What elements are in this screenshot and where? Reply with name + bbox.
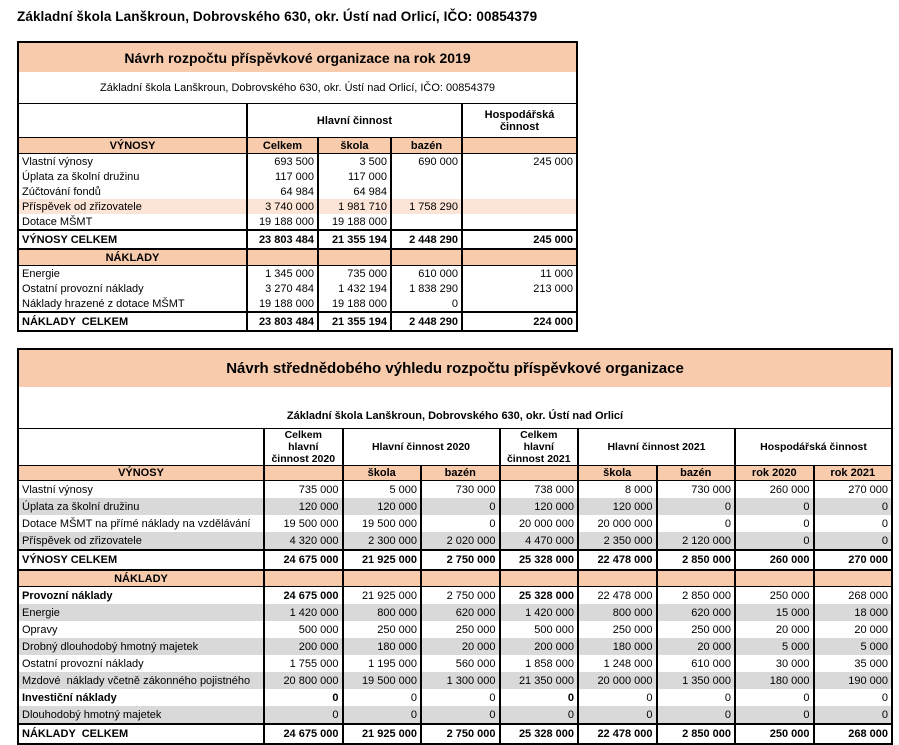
cell-value: 2 750 000	[421, 587, 500, 605]
cell-value: 1 350 000	[657, 672, 736, 689]
cell-value: 260 000	[735, 481, 814, 499]
cell-value: 0	[814, 515, 893, 532]
cell-value: 2 350 000	[578, 532, 657, 550]
cell-value: 620 000	[421, 604, 500, 621]
section-header-fill	[421, 570, 500, 587]
cell-value: 117 000	[247, 169, 318, 184]
column-header: bazén	[421, 466, 500, 481]
column-group-header: Hlavní činnost 2020	[343, 429, 500, 466]
cell-value: 64 984	[247, 184, 318, 199]
cell-value: 1 248 000	[578, 655, 657, 672]
column-header: Celkem	[247, 138, 318, 154]
table-row	[18, 481, 892, 499]
cell-value: 610 000	[657, 655, 736, 672]
total-value: 260 000	[735, 550, 814, 570]
cell-value: 200 000	[264, 638, 343, 655]
row-label: Ostatní provozní náklady	[18, 655, 264, 672]
cell-value: 3 270 484	[247, 281, 318, 296]
cell-value: 0	[735, 532, 814, 550]
cell-value: 500 000	[500, 621, 579, 638]
cell-value: 120 000	[343, 498, 422, 515]
table-row	[18, 296, 577, 312]
column-header	[500, 466, 579, 481]
cell-value: 1 420 000	[500, 604, 579, 621]
cell-value: 0	[735, 689, 814, 706]
table-subtitle: Základní škola Lanškroun, Dobrovského 630, okr. Ústí nad Orlicí	[18, 387, 892, 429]
cell-value: 0	[578, 689, 657, 706]
cell-value: 20 000 000	[500, 515, 579, 532]
section-header-label: NÁKLADY	[18, 249, 247, 266]
total-value: 2 448 290	[391, 230, 462, 249]
cell-value: 2 120 000	[657, 532, 736, 550]
cell-value: 15 000	[735, 604, 814, 621]
cell-value: 693 500	[247, 154, 318, 170]
cell-value: 180 000	[735, 672, 814, 689]
cell-value: 1 345 000	[247, 266, 318, 282]
cell-value	[462, 184, 577, 199]
medium-term-outlook-table	[17, 348, 893, 745]
cell-value: 0	[391, 296, 462, 312]
row-label: Ostatní provozní náklady	[18, 281, 247, 296]
cell-value: 0	[500, 689, 579, 706]
total-value: 250 000	[735, 724, 814, 744]
cell-value: 610 000	[391, 266, 462, 282]
table-row	[18, 587, 892, 605]
cell-value: 19 188 000	[247, 296, 318, 312]
section-header-label: VÝNOSY	[18, 466, 264, 481]
column-group-header-row	[18, 104, 577, 138]
total-label: NÁKLADY CELKEM	[18, 724, 264, 744]
cell-value: 500 000	[264, 621, 343, 638]
total-label: VÝNOSY CELKEM	[18, 230, 247, 249]
cell-value: 0	[735, 515, 814, 532]
table-subtitle-row	[18, 387, 892, 429]
cell-value: 1 432 194	[318, 281, 391, 296]
table-row	[18, 266, 577, 282]
cell-value: 0	[814, 498, 893, 515]
cell-value: 213 000	[462, 281, 577, 296]
table-row	[18, 672, 892, 689]
cell-value: 64 984	[318, 184, 391, 199]
section-header-fill	[391, 249, 462, 266]
cell-value: 735 000	[318, 266, 391, 282]
cell-value: 0	[735, 498, 814, 515]
total-value: 224 000	[462, 312, 577, 331]
cell-value: 250 000	[578, 621, 657, 638]
cell-value: 1 300 000	[421, 672, 500, 689]
total-value: 268 000	[814, 724, 893, 744]
column-header: škola	[318, 138, 391, 154]
cell-value: 25 328 000	[500, 587, 579, 605]
cell-value: 800 000	[578, 604, 657, 621]
medium-term-outlook-table-body	[18, 349, 892, 744]
row-label: Příspěvek od zřizovatele	[18, 199, 247, 214]
corner-cell	[18, 104, 247, 138]
row-label: Energie	[18, 604, 264, 621]
total-value: 21 355 194	[318, 230, 391, 249]
cell-value: 19 500 000	[343, 672, 422, 689]
total-value: 24 675 000	[264, 724, 343, 744]
section-header-fill	[462, 249, 577, 266]
cell-value: 19 500 000	[264, 515, 343, 532]
table-row	[18, 199, 577, 214]
cell-value	[462, 169, 577, 184]
cell-value: 800 000	[343, 604, 422, 621]
table-title-row	[18, 42, 577, 72]
table-row	[18, 214, 577, 230]
column-header: bazén	[657, 466, 736, 481]
section-header-label: NÁKLADY	[18, 570, 264, 587]
cell-value: 35 000	[814, 655, 893, 672]
cell-value: 0	[421, 515, 500, 532]
cell-value: 21 925 000	[343, 587, 422, 605]
total-value: 21 925 000	[343, 724, 422, 744]
table-title: Návrh střednědobého výhledu rozpočtu příspěvkové organizace	[18, 349, 892, 387]
cell-value: 1 195 000	[343, 655, 422, 672]
cell-value: 730 000	[657, 481, 736, 499]
section-header-label: VÝNOSY	[18, 138, 247, 154]
cell-value: 2 020 000	[421, 532, 500, 550]
column-header: škola	[578, 466, 657, 481]
page-title: Základní škola Lanškroun, Dobrovského 630, okr. Ústí nad Orlicí, IČO: 00854379	[17, 9, 538, 24]
cell-value: 0	[500, 706, 579, 724]
total-value: 2 850 000	[657, 724, 736, 744]
row-label: Vlastní výnosy	[18, 481, 264, 499]
cell-value: 250 000	[735, 587, 814, 605]
column-group-header: Hospodářská činnost	[462, 104, 577, 138]
cell-value: 0	[264, 706, 343, 724]
section-header-fill	[578, 570, 657, 587]
cell-value: 0	[343, 689, 422, 706]
table-row	[18, 498, 892, 515]
section-header-row	[18, 249, 577, 266]
row-label: Energie	[18, 266, 247, 282]
table-subtitle: Základní škola Lanškroun, Dobrovského 630, okr. Ústí nad Orlicí, IČO: 00854379	[18, 72, 577, 104]
table-row	[18, 655, 892, 672]
column-header: bazén	[391, 138, 462, 154]
cell-value: 250 000	[657, 621, 736, 638]
total-row	[18, 724, 892, 744]
table-row	[18, 689, 892, 706]
total-value: 2 850 000	[657, 550, 736, 570]
budget-2019-table	[17, 41, 578, 332]
cell-value: 0	[814, 532, 893, 550]
cell-value: 250 000	[343, 621, 422, 638]
cell-value: 4 470 000	[500, 532, 579, 550]
section-header-fill	[657, 570, 736, 587]
cell-value: 22 478 000	[578, 587, 657, 605]
table-row	[18, 638, 892, 655]
cell-value: 120 000	[264, 498, 343, 515]
cell-value	[391, 169, 462, 184]
cell-value: 8 000	[578, 481, 657, 499]
column-header-row	[18, 466, 892, 481]
row-label: Zúčtování fondů	[18, 184, 247, 199]
total-value: 24 675 000	[264, 550, 343, 570]
total-value: 22 478 000	[578, 550, 657, 570]
section-header-fill	[318, 249, 391, 266]
section-header-fill	[814, 570, 893, 587]
cell-value: 1 758 290	[391, 199, 462, 214]
corner-cell	[18, 429, 264, 466]
cell-value: 5 000	[735, 638, 814, 655]
cell-value: 0	[343, 706, 422, 724]
cell-value: 0	[421, 498, 500, 515]
cell-value: 690 000	[391, 154, 462, 170]
section-header-fill	[343, 570, 422, 587]
row-label: Úplata za školní družinu	[18, 498, 264, 515]
total-value: 22 478 000	[578, 724, 657, 744]
cell-value: 0	[657, 515, 736, 532]
cell-value	[462, 199, 577, 214]
row-label: Příspěvek od zřizovatele	[18, 532, 264, 550]
cell-value: 1 858 000	[500, 655, 579, 672]
cell-value: 0	[421, 689, 500, 706]
column-header: škola	[343, 466, 422, 481]
cell-value: 20 000	[421, 638, 500, 655]
cell-value: 268 000	[814, 587, 893, 605]
column-group-header: Hlavní činnost	[247, 104, 462, 138]
cell-value	[462, 214, 577, 230]
cell-value: 190 000	[814, 672, 893, 689]
row-label: Investiční náklady	[18, 689, 264, 706]
total-value: 270 000	[814, 550, 893, 570]
table-row	[18, 184, 577, 199]
cell-value: 19 188 000	[318, 296, 391, 312]
cell-value: 0	[657, 689, 736, 706]
cell-value: 270 000	[814, 481, 893, 499]
cell-value: 20 000 000	[578, 672, 657, 689]
row-label: Opravy	[18, 621, 264, 638]
cell-value: 18 000	[814, 604, 893, 621]
cell-value: 20 800 000	[264, 672, 343, 689]
table-row	[18, 532, 892, 550]
section-header-row	[18, 570, 892, 587]
total-row	[18, 312, 577, 331]
cell-value: 21 350 000	[500, 672, 579, 689]
total-label: VÝNOSY CELKEM	[18, 550, 264, 570]
cell-value: 20 000	[657, 638, 736, 655]
table-title-row	[18, 349, 892, 387]
row-label: Provozní náklady	[18, 587, 264, 605]
cell-value: 5 000	[814, 638, 893, 655]
total-value: 21 925 000	[343, 550, 422, 570]
total-value: 23 803 484	[247, 312, 318, 331]
row-label: Úplata za školní družinu	[18, 169, 247, 184]
cell-value: 20 000 000	[578, 515, 657, 532]
cell-value: 0	[735, 706, 814, 724]
column-group-header: Hospodářská činnost	[735, 429, 892, 466]
cell-value: 0	[814, 689, 893, 706]
cell-value: 0	[657, 706, 736, 724]
column-group-header: Celkem hlavní činnost 2020	[264, 429, 343, 466]
total-value: 2 750 000	[421, 724, 500, 744]
cell-value	[391, 184, 462, 199]
cell-value: 19 500 000	[343, 515, 422, 532]
total-value: 21 355 194	[318, 312, 391, 331]
section-header-fill	[264, 570, 343, 587]
total-label: NÁKLADY CELKEM	[18, 312, 247, 331]
cell-value: 120 000	[500, 498, 579, 515]
cell-value: 20 000	[735, 621, 814, 638]
column-header: rok 2021	[814, 466, 893, 481]
cell-value: 120 000	[578, 498, 657, 515]
row-label: Dotace MŠMT	[18, 214, 247, 230]
table-title: Návrh rozpočtu příspěvkové organizace na rok 2019	[18, 42, 577, 72]
cell-value: 117 000	[318, 169, 391, 184]
cell-value: 560 000	[421, 655, 500, 672]
cell-value: 5 000	[343, 481, 422, 499]
cell-value: 2 850 000	[657, 587, 736, 605]
budget-2019-table-body	[18, 42, 577, 331]
cell-value	[391, 214, 462, 230]
total-value: 23 803 484	[247, 230, 318, 249]
cell-value: 1 981 710	[318, 199, 391, 214]
cell-value: 19 188 000	[318, 214, 391, 230]
row-label: Náklady hrazené z dotace MŠMT	[18, 296, 247, 312]
cell-value: 200 000	[500, 638, 579, 655]
row-label: Dlouhodobý hmotný majetek	[18, 706, 264, 724]
section-header-fill	[247, 249, 318, 266]
cell-value: 19 188 000	[247, 214, 318, 230]
table-row	[18, 154, 577, 170]
cell-value: 180 000	[578, 638, 657, 655]
total-value: 25 328 000	[500, 550, 579, 570]
table-row	[18, 621, 892, 638]
cell-value: 250 000	[421, 621, 500, 638]
cell-value: 730 000	[421, 481, 500, 499]
row-label: Vlastní výnosy	[18, 154, 247, 170]
cell-value: 245 000	[462, 154, 577, 170]
cell-value: 11 000	[462, 266, 577, 282]
cell-value: 0	[814, 706, 893, 724]
column-group-header: Celkem hlavní činnost 2021	[500, 429, 579, 466]
total-row	[18, 230, 577, 249]
cell-value: 3 740 000	[247, 199, 318, 214]
cell-value: 0	[578, 706, 657, 724]
total-value: 245 000	[462, 230, 577, 249]
cell-value: 180 000	[343, 638, 422, 655]
row-label: Drobný dlouhodobý hmotný majetek	[18, 638, 264, 655]
total-value: 2 448 290	[391, 312, 462, 331]
cell-value: 20 000	[814, 621, 893, 638]
cell-value	[462, 296, 577, 312]
section-header-fill	[500, 570, 579, 587]
cell-value: 30 000	[735, 655, 814, 672]
cell-value: 2 300 000	[343, 532, 422, 550]
cell-value: 4 320 000	[264, 532, 343, 550]
cell-value: 3 500	[318, 154, 391, 170]
table-row	[18, 169, 577, 184]
cell-value: 1 838 290	[391, 281, 462, 296]
column-header	[462, 138, 577, 154]
cell-value: 0	[657, 498, 736, 515]
row-label: Mzdové náklady včetně zákonného pojistného	[18, 672, 264, 689]
cell-value: 1 755 000	[264, 655, 343, 672]
total-value: 25 328 000	[500, 724, 579, 744]
cell-value: 24 675 000	[264, 587, 343, 605]
cell-value: 735 000	[264, 481, 343, 499]
total-row	[18, 550, 892, 570]
total-value: 2 750 000	[421, 550, 500, 570]
cell-value: 0	[264, 689, 343, 706]
cell-value: 1 420 000	[264, 604, 343, 621]
column-header: rok 2020	[735, 466, 814, 481]
table-row	[18, 281, 577, 296]
column-header-row	[18, 138, 577, 154]
column-group-header: Hlavní činnost 2021	[578, 429, 735, 466]
section-header-fill	[735, 570, 814, 587]
table-row	[18, 604, 892, 621]
column-group-header-row	[18, 429, 892, 466]
row-label: Dotace MŠMT na přímé náklady na vzdělávání	[18, 515, 264, 532]
table-subtitle-row	[18, 72, 577, 104]
table-row	[18, 515, 892, 532]
cell-value: 620 000	[657, 604, 736, 621]
column-header	[264, 466, 343, 481]
table-row	[18, 706, 892, 724]
cell-value: 0	[421, 706, 500, 724]
cell-value: 738 000	[500, 481, 579, 499]
